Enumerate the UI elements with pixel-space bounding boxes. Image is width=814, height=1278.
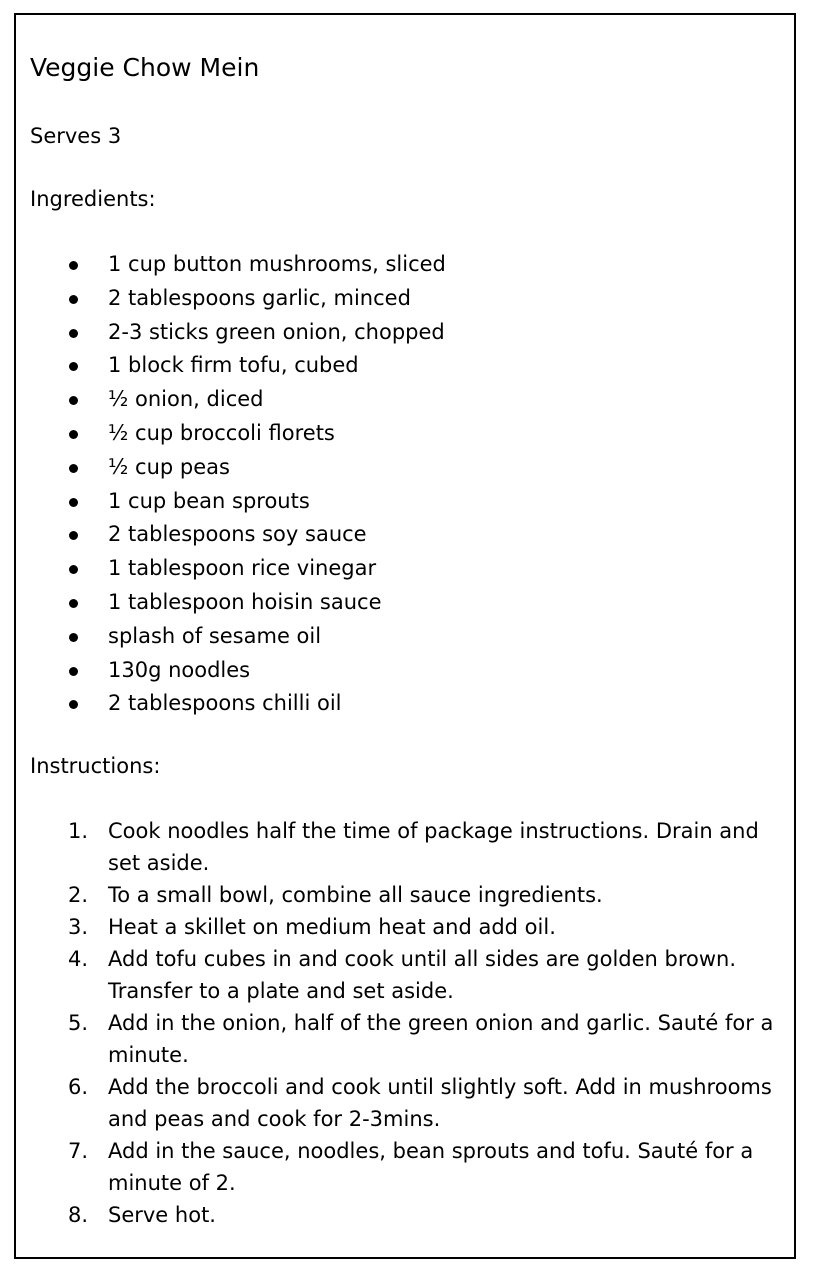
instructions-heading: Instructions: xyxy=(30,754,161,778)
bullet-icon xyxy=(69,329,78,338)
ingredient-item xyxy=(16,316,776,350)
bullet-icon xyxy=(69,565,78,574)
ingredient-item xyxy=(16,654,776,688)
bullet-icon xyxy=(69,531,78,540)
ingredient-text: 2-3 sticks green onion, chopped xyxy=(108,319,445,344)
bullet-icon xyxy=(69,362,78,371)
step-number: 3. xyxy=(68,915,89,939)
instruction-step xyxy=(16,879,786,911)
step-number: 1. xyxy=(68,819,89,843)
bullet-icon xyxy=(69,464,78,473)
ingredient-item xyxy=(16,383,776,417)
bullet-icon xyxy=(69,667,78,676)
recipe-card xyxy=(14,13,796,1259)
step-text: Heat a skillet on medium heat and add oil. xyxy=(108,915,556,939)
ingredient-item xyxy=(16,282,776,316)
step-number: 7. xyxy=(68,1139,89,1163)
ingredient-text: 130g noodles xyxy=(108,657,251,682)
bullet-icon xyxy=(69,498,78,507)
servings-text: Serves 3 xyxy=(30,124,122,148)
ingredient-item xyxy=(16,417,776,451)
ingredient-text: 1 tablespoon rice vinegar xyxy=(108,556,377,581)
instruction-step xyxy=(16,1199,786,1231)
ingredient-item xyxy=(16,349,776,383)
step-text: Cook noodles half the time of package instructions. Drain and set aside. xyxy=(108,819,759,875)
step-text: To a small bowl, combine all sauce ingredients. xyxy=(108,883,603,907)
ingredient-text: 1 cup button mushrooms, sliced xyxy=(108,252,446,276)
step-number: 6. xyxy=(68,1075,89,1099)
ingredient-text: ½ cup peas xyxy=(108,454,230,479)
ingredient-item xyxy=(16,248,776,282)
recipe-title: Veggie Chow Mein xyxy=(30,53,260,82)
instruction-step xyxy=(16,1071,786,1135)
bullet-icon xyxy=(69,261,78,270)
bullet-icon xyxy=(69,700,78,709)
ingredient-item xyxy=(16,518,776,552)
ingredient-item xyxy=(16,586,776,620)
ingredient-item xyxy=(16,451,776,485)
instruction-step xyxy=(16,911,786,943)
ingredient-item xyxy=(16,552,776,586)
bullet-icon xyxy=(69,295,78,304)
step-number: 5. xyxy=(68,1011,89,1035)
step-number: 4. xyxy=(68,947,89,971)
instruction-step xyxy=(16,943,786,1007)
bullet-icon xyxy=(69,396,78,405)
ingredient-text: 2 tablespoons soy sauce xyxy=(108,522,367,547)
ingredients-heading: Ingredients: xyxy=(30,187,156,211)
step-text: Add in the onion, half of the green onion and garlic. Sauté for a minute. xyxy=(108,1011,774,1067)
ingredient-text: 2 tablespoons chilli oil xyxy=(108,691,342,716)
ingredient-text: 1 tablespoon hoisin sauce xyxy=(108,589,382,614)
step-text: Add the broccoli and cook until slightly soft. Add in mushrooms and peas and cook for 2-3mins. xyxy=(108,1075,772,1131)
instruction-step xyxy=(16,1135,786,1199)
step-number: 8. xyxy=(68,1203,89,1227)
bullet-icon xyxy=(69,599,78,608)
instructions-list xyxy=(16,815,786,1231)
ingredient-text: splash of sesame oil xyxy=(108,623,322,648)
step-text: Add in the sauce, noodles, bean sprouts and tofu. Sauté for a minute of 2. xyxy=(108,1139,754,1195)
instruction-step xyxy=(16,815,786,879)
ingredient-text: 1 block firm tofu, cubed xyxy=(108,353,359,378)
ingredient-item xyxy=(16,687,776,721)
ingredient-item xyxy=(16,485,776,519)
ingredients-list xyxy=(16,248,776,721)
bullet-icon xyxy=(69,430,78,439)
ingredient-text: 2 tablespoons garlic, minced xyxy=(108,285,411,310)
step-number: 2. xyxy=(68,883,89,907)
instruction-step xyxy=(16,1007,786,1071)
bullet-icon xyxy=(69,633,78,642)
ingredient-item xyxy=(16,620,776,654)
ingredient-text: ½ cup broccoli florets xyxy=(108,420,335,445)
step-text: Add tofu cubes in and cook until all sides are golden brown. Transfer to a plate and set aside. xyxy=(108,947,737,1003)
ingredient-text: ½ onion, diced xyxy=(108,387,264,412)
step-text: Serve hot. xyxy=(108,1203,216,1227)
ingredient-text: 1 cup bean sprouts xyxy=(108,488,310,513)
